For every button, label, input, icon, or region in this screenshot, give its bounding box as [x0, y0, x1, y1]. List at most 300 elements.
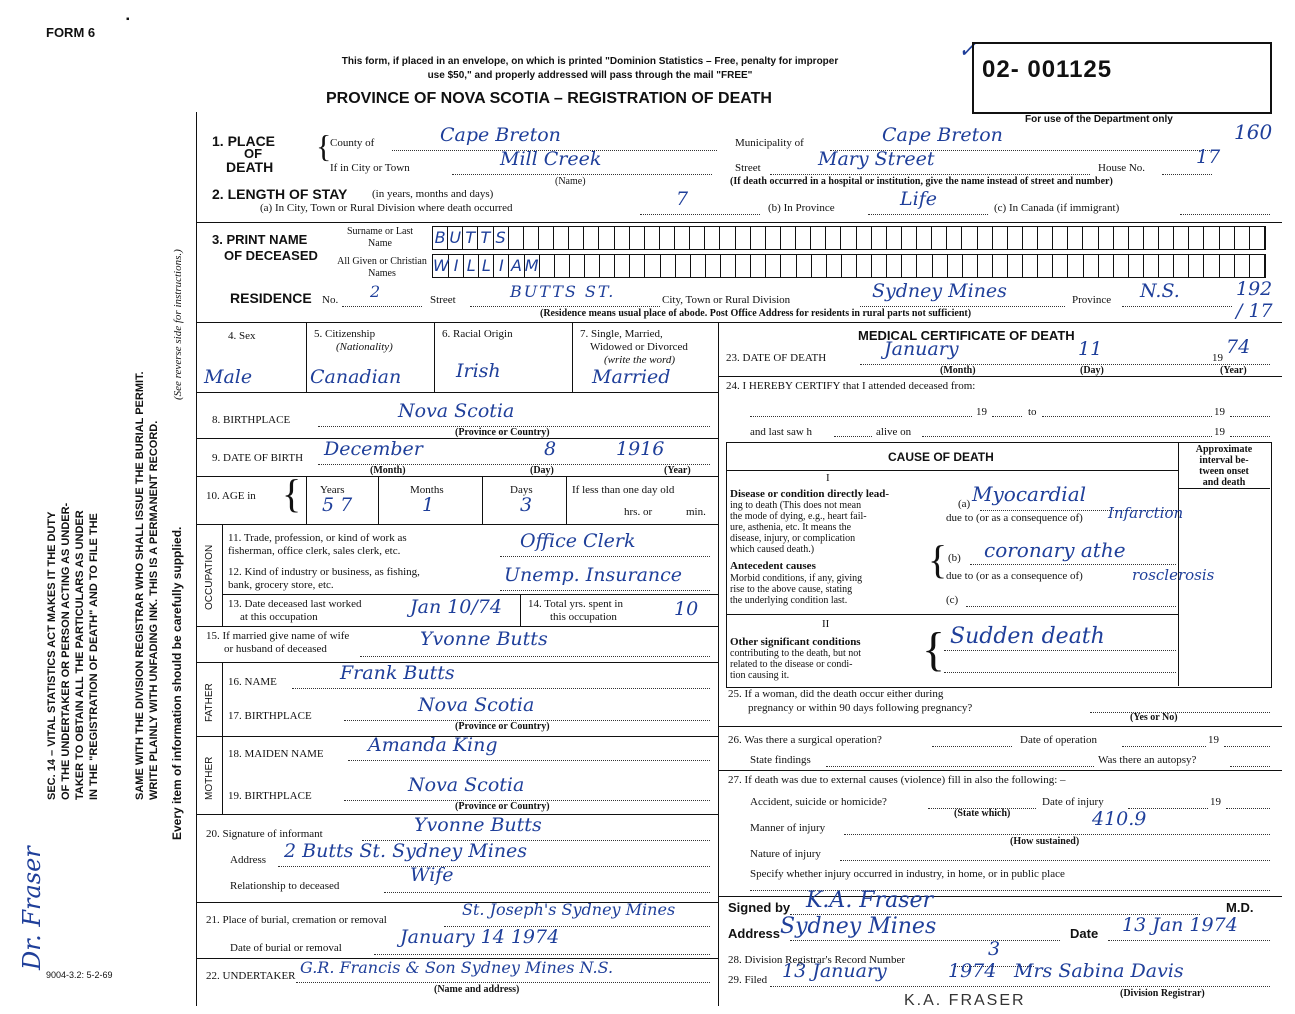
- given-cell: [1008, 255, 1023, 277]
- residence-note: (Residence means usual place of abode. Post Office Address for residents in rural parts not sufficient): [540, 308, 972, 319]
- record-number: 3: [988, 938, 1001, 960]
- sex-value: Male: [204, 366, 253, 388]
- father-bp-label: 17. BIRTHPLACE: [228, 710, 312, 722]
- direct-5: disease, injury, or complication: [730, 533, 856, 544]
- margin-signature: Dr. Fraser: [18, 846, 46, 970]
- occupation-industry: Unemp. Insurance: [504, 564, 683, 586]
- side-instruction-8: (See reverse side for instructions.): [172, 249, 184, 400]
- municipality-value: Cape Breton: [882, 124, 1003, 146]
- surname-cell: [962, 227, 977, 249]
- given-cell: [781, 255, 796, 277]
- given-cell: [1189, 255, 1204, 277]
- residence-city-label: City, Town or Rural Division: [662, 294, 791, 306]
- given-cell: [1114, 255, 1129, 277]
- given-letter-boxes: [432, 254, 1266, 278]
- given-cell: [1220, 255, 1235, 277]
- street-value: Mary Street: [818, 148, 935, 170]
- surname-cell: [539, 227, 554, 249]
- surname-cell: [660, 227, 675, 249]
- given-cell: [706, 255, 721, 277]
- registrar-signature: Mrs Sabina Davis: [1014, 960, 1184, 982]
- nature-label: Nature of injury: [750, 848, 821, 860]
- side-instruction-6: WRITE PLAINLY WITH UNFADING INK. THIS IS A PERMANENT RECORD.: [148, 420, 160, 800]
- death-month-caption: (Month): [940, 365, 976, 376]
- manner-value: 410.9: [1092, 808, 1147, 830]
- cause-a-label: (a): [958, 498, 971, 510]
- autopsy-label: Was there an autopsy?: [1098, 754, 1197, 766]
- md-label: M.D.: [1226, 900, 1254, 915]
- given-cell: [797, 255, 812, 277]
- age-brace: {: [282, 471, 302, 516]
- age-months: 1: [422, 494, 435, 516]
- date-injury-19: 19: [1210, 796, 1221, 808]
- surname-cell: [1189, 227, 1204, 249]
- father-side-label: FATHER: [204, 683, 215, 722]
- given-cell: [645, 255, 660, 277]
- given-cell: [842, 255, 857, 277]
- surname-cell: [857, 227, 872, 249]
- age-days: 3: [520, 494, 533, 516]
- q29-label: 29. Filed: [728, 974, 768, 986]
- marital-label-2: Widowed or Divorced: [590, 341, 688, 353]
- date-injury-label: Date of injury: [1042, 796, 1104, 808]
- death-month: January: [884, 338, 959, 360]
- dob-year: 1916: [616, 438, 665, 460]
- side-instruction-5: SAME WITH THE DIVISION REGISTRAR WHO SHALL ISSUE THE BURIAL PERMIT.: [134, 371, 146, 800]
- surname-cell: [690, 227, 705, 249]
- surname-cell: [1235, 227, 1250, 249]
- interval-3: tween onset: [1199, 466, 1249, 477]
- place-label-2: OF: [244, 146, 263, 161]
- surname-cell: [1114, 227, 1129, 249]
- form-number: FORM 6: [46, 25, 96, 40]
- other-brace: {: [922, 623, 946, 676]
- mother-bp-label: 19. BIRTHPLACE: [228, 790, 312, 802]
- department-code: 160: [1234, 120, 1273, 144]
- dob-day-caption: (Day): [530, 465, 554, 476]
- stay-c-label: (c) In Canada (if immigrant): [994, 202, 1120, 214]
- given-cell: [1084, 255, 1099, 277]
- q23-label: 23. DATE OF DEATH: [726, 352, 827, 364]
- informant-addr: 2 Butts St. Sydney Mines: [284, 840, 528, 862]
- surname-cell: [781, 227, 796, 249]
- q24-to: to: [1028, 406, 1037, 418]
- dob-day: 8: [544, 438, 557, 460]
- envelope-note-2: use $50," and properly addressed will pass through the mail "FREE": [427, 70, 753, 81]
- surname-cell: [1023, 227, 1038, 249]
- address-value: Sydney Mines: [780, 914, 937, 939]
- residence-street-value: BUTTS ST.: [510, 282, 616, 301]
- name-label-2: OF DECEASED: [224, 248, 318, 263]
- surname-cell: [1159, 227, 1174, 249]
- given-cell: [1038, 255, 1053, 277]
- spouse-value: Yvonne Butts: [420, 628, 548, 650]
- given-cell: I: [449, 255, 464, 277]
- occupation-trade: Office Clerk: [520, 530, 636, 552]
- state-which-caption: (State which): [954, 808, 1011, 819]
- given-cell: [827, 255, 842, 277]
- father-name-label: 16. NAME: [228, 676, 277, 688]
- direct-4: ure, asthenia, etc. It means the: [730, 522, 852, 533]
- surname-label: Surname or Last Name: [346, 226, 414, 249]
- given-cell: M: [524, 256, 539, 275]
- undertaker-label: 22. UNDERTAKER: [206, 970, 296, 982]
- residence-province-label: Province: [1072, 294, 1112, 306]
- dob-year-caption: (Year): [664, 465, 691, 476]
- surname-letter-boxes: [432, 226, 1266, 250]
- surname-cell: [720, 227, 735, 249]
- given-cell: W: [433, 256, 449, 275]
- county-label: County of: [330, 137, 375, 149]
- side-instruction-3: TAKER TO OBTAIN ALL THE PARTICULARS AS UNDER: [74, 510, 86, 800]
- given-cell: A: [509, 255, 524, 277]
- q24-from-19: 19: [976, 406, 987, 418]
- city-name-caption: (Name): [555, 176, 586, 187]
- marital-label-1: 7. Single, Married,: [580, 328, 663, 340]
- given-cell: [1250, 255, 1265, 277]
- accident-label: Accident, suicide or homicide?: [750, 796, 887, 808]
- given-cell: [630, 255, 645, 277]
- given-cell: [585, 255, 600, 277]
- q24-alive-on: alive on: [876, 426, 912, 438]
- given-cell: L: [464, 255, 479, 277]
- date-label: Date: [1070, 926, 1099, 941]
- age-years-label: Years: [320, 484, 345, 496]
- given-cell: [736, 255, 751, 277]
- registrar-stamp: K.A. FRASER: [904, 992, 1026, 1009]
- registration-number: 02- 001125: [982, 56, 1113, 83]
- check-mark-icon: ✓: [958, 38, 977, 63]
- surname-cell: [1008, 227, 1023, 249]
- given-cell: [661, 255, 676, 277]
- dob-label: 9. DATE OF BIRTH: [212, 452, 304, 464]
- given-cell: [1144, 255, 1159, 277]
- death-year: 74: [1226, 336, 1251, 358]
- burial-date: January 14 1974: [400, 926, 560, 948]
- given-cell: [1099, 255, 1114, 277]
- other-1: Other significant conditions: [730, 636, 861, 648]
- given-cell: [1053, 255, 1068, 277]
- informant-rel-label: Relationship to deceased: [230, 880, 340, 892]
- place-label-3: DEATH: [226, 159, 274, 175]
- given-cell: [691, 255, 706, 277]
- given-cell: [676, 255, 691, 277]
- surname-cell: [932, 227, 947, 249]
- given-cell: [872, 255, 887, 277]
- side-instruction-4: IN THE "REGISTRATION OF DEATH" AND TO FILE THE: [88, 513, 100, 800]
- yes-no-caption: (Yes or No): [1130, 712, 1178, 723]
- age-less-label: If less than one day old: [572, 484, 675, 496]
- surname-cell: [1068, 227, 1083, 249]
- occupation-q12-2: bank, grocery store, etc.: [228, 579, 334, 591]
- undertaker-caption: (Name and address): [434, 984, 520, 995]
- surname-cell: [766, 227, 781, 249]
- mother-side-label: MOTHER: [204, 756, 215, 800]
- burial-place-label: 21. Place of burial, cremation or removal: [206, 914, 387, 926]
- given-cell: [1129, 255, 1144, 277]
- spouse-label-1: 15. If married give name of wife: [206, 630, 350, 642]
- surname-cell: [887, 227, 902, 249]
- surname-cell: [1099, 227, 1114, 249]
- citizenship-sub: (Nationality): [336, 341, 393, 353]
- filed-date: 13 January: [782, 960, 887, 982]
- occupation-q13-1: 13. Date deceased last worked: [228, 598, 362, 610]
- stay-a-value: 7: [676, 188, 689, 210]
- side-instruction-2: OF THE UNDERTAKER OR PERSON ACTING AS UNDER-: [60, 502, 72, 800]
- mother-maiden: Amanda King: [368, 734, 498, 756]
- specify-label: Specify whether injury occurred in industry, in home, or in public place: [750, 868, 1065, 880]
- city-label: If in City or Town: [330, 162, 410, 174]
- informant-addr-label: Address: [230, 854, 267, 866]
- residence-no-label: No.: [322, 294, 339, 306]
- residence-margin-marks: 192 / 17: [1236, 278, 1273, 322]
- stay-b-label: (b) In Province: [768, 202, 835, 214]
- roman-two: II: [822, 618, 830, 630]
- given-cell: [1204, 255, 1219, 277]
- city-value: Mill Creek: [500, 148, 602, 170]
- surname-cell: [1083, 227, 1098, 249]
- given-cell: [993, 255, 1008, 277]
- other-4: tion causing it.: [730, 670, 790, 681]
- other-2: contributing to the death, but not: [730, 648, 862, 659]
- given-cell: [1159, 255, 1174, 277]
- given-cell: [766, 255, 781, 277]
- cause-b-value-2: rosclerosis: [1132, 566, 1215, 584]
- surname-cell: [1144, 227, 1159, 249]
- registrar-caption: (Division Registrar): [1120, 988, 1205, 999]
- mother-bp-caption: (Province or Country): [455, 801, 550, 812]
- occupation-q12-1: 12. Kind of industry or business, as fishing,: [228, 566, 420, 578]
- cause-title: CAUSE OF DEATH: [888, 450, 994, 464]
- surname-cell: [630, 227, 645, 249]
- occupation-last-worked: Jan 10/74: [410, 596, 502, 618]
- side-instruction-1: SEC. 14 – VITAL STATISTICS ACT MAKES IT THE DUTY: [46, 511, 58, 800]
- surname-cell: S: [494, 227, 509, 249]
- surname-cell: [993, 227, 1008, 249]
- given-cell: [917, 255, 932, 277]
- given-cell: [887, 255, 902, 277]
- surname-cell: [826, 227, 841, 249]
- how-sustained-caption: (How sustained): [1010, 836, 1080, 847]
- department-use-label: For use of the Department only: [1025, 114, 1173, 125]
- occupation-q11-2: fisherman, office clerk, sales clerk, etc.: [228, 545, 401, 557]
- envelope-note-1: This form, if placed in an envelope, on which is printed "Dominion Statistics – Free, penalty for improper: [341, 56, 839, 67]
- antecedent-3: rise to the above cause, stating: [730, 584, 853, 595]
- surname-cell: [1129, 227, 1144, 249]
- signed-label: Signed by: [728, 900, 791, 915]
- surname-cell: [978, 227, 993, 249]
- given-cell: [933, 255, 948, 277]
- antecedent-1: Antecedent causes: [730, 560, 816, 572]
- surname-cell: [1220, 227, 1235, 249]
- given-cell: [751, 255, 766, 277]
- sex-label: 4. Sex: [228, 330, 256, 342]
- occupation-q13-2: at this occupation: [240, 611, 318, 623]
- stay-b-value: Life: [900, 188, 937, 210]
- surname-cell: [599, 227, 614, 249]
- racial-label: 6. Racial Origin: [442, 328, 513, 340]
- residence-no-value: 2: [370, 282, 381, 301]
- given-cell: [1023, 255, 1038, 277]
- name-label-1: 3. PRINT NAME: [212, 232, 308, 247]
- direct-1: Disease or condition directly lead-: [730, 488, 890, 500]
- given-cell: [857, 255, 872, 277]
- occupation-q11-1: 11. Trade, profession, or kind of work as: [228, 532, 407, 544]
- given-cell: [1174, 255, 1189, 277]
- side-instruction-7: Every item of information should be carefully supplied.: [170, 526, 184, 840]
- surname-cell: U: [448, 227, 463, 249]
- age-label: 10. AGE in: [206, 490, 256, 502]
- given-label: All Given or Christian Names: [337, 256, 427, 279]
- direct-3: the mode of dying, e.g., heart fail-: [730, 511, 867, 522]
- residence-city-value: Sydney Mines: [872, 280, 1007, 302]
- due-to-2: due to (or as a consequence of): [946, 570, 1083, 582]
- surname-cell: T: [463, 227, 478, 249]
- medical-title: MEDICAL CERTIFICATE OF DEATH: [858, 328, 1075, 343]
- given-cell: [812, 255, 827, 277]
- surname-cell: T: [478, 227, 493, 249]
- cause-a-value-2: Infarction: [1108, 504, 1184, 522]
- occupation-q14-1: 14. Total yrs. spent in: [528, 598, 623, 610]
- surname-cell: B: [433, 227, 448, 249]
- racial-value: Irish: [456, 360, 501, 382]
- age-hrs: hrs. or: [624, 506, 653, 518]
- q24-alive-19: 19: [1214, 426, 1225, 438]
- surname-cell: [675, 227, 690, 249]
- residence-label: RESIDENCE: [230, 290, 312, 306]
- street-label: Street: [735, 162, 761, 174]
- surname-cell: [1174, 227, 1189, 249]
- birthplace-label: 8. BIRTHPLACE: [212, 414, 291, 426]
- place-label-1: 1. PLACE: [212, 133, 276, 149]
- mother-maiden-label: 18. MAIDEN NAME: [228, 748, 324, 760]
- surname-cell: [751, 227, 766, 249]
- given-cell: [540, 255, 555, 277]
- county-value: Cape Breton: [440, 124, 561, 146]
- marital-label-3: (write the word): [604, 354, 676, 366]
- marital-value: Married: [592, 366, 671, 388]
- surname-cell: [902, 227, 917, 249]
- house-label: House No.: [1098, 162, 1146, 174]
- surname-cell: [917, 227, 932, 249]
- occupation-side-label: OCCUPATION: [204, 544, 215, 610]
- surname-cell: [509, 227, 524, 249]
- page-title: PROVINCE OF NOVA SCOTIA – REGISTRATION OF DEATH: [326, 90, 772, 107]
- stay-a-label: (a) In City, Town or Rural Division where death occurred: [260, 202, 513, 214]
- spouse-label-2: or husband of deceased: [224, 643, 327, 655]
- q28-label: 28. Division Registrar's Record Number: [728, 954, 906, 966]
- surname-cell: [1250, 227, 1265, 249]
- q27-label: 27. If death was due to external causes (violence) fill in also the following: –: [728, 774, 1066, 786]
- given-cell: [600, 255, 615, 277]
- cause-b-label: (b): [948, 552, 961, 564]
- q25-1: 25. If a woman, did the death occur either during: [728, 688, 944, 700]
- age-years: 57: [322, 494, 359, 516]
- surname-cell: [811, 227, 826, 249]
- given-cell: [948, 255, 963, 277]
- given-cell: [1068, 255, 1083, 277]
- residence-province-value: N.S.: [1140, 280, 1180, 302]
- surname-cell: [569, 227, 584, 249]
- cause-c-label: (c): [946, 594, 959, 606]
- age-months-label: Months: [410, 484, 444, 496]
- surname-cell: [524, 227, 539, 249]
- given-cell: [1235, 255, 1250, 277]
- stay-sub: (in years, months and days): [372, 188, 494, 200]
- surname-cell: [554, 227, 569, 249]
- date-operation-19: 19: [1208, 734, 1219, 746]
- direct-6: which caused death.): [730, 544, 815, 555]
- q24-to-19: 19: [1214, 406, 1225, 418]
- surname-cell: [872, 227, 887, 249]
- dob-month: December: [324, 438, 423, 460]
- age-days-label: Days: [510, 484, 533, 496]
- date-value: 13 Jan 1974: [1122, 914, 1238, 936]
- death-year-caption: (Year): [1220, 365, 1247, 376]
- signed-value: K.A. Fraser: [806, 888, 934, 913]
- surname-cell: [705, 227, 720, 249]
- interval-2: interval be-: [1199, 455, 1249, 466]
- occupation-q14-2: this occupation: [550, 611, 617, 623]
- surname-cell: [1053, 227, 1068, 249]
- q26-label: 26. Was there a surgical operation?: [728, 734, 882, 746]
- citizenship-label: 5. Citizenship: [314, 328, 376, 340]
- other-3: related to the disease or condi-: [730, 659, 853, 670]
- antecedent-4: the underlying condition last.: [730, 595, 848, 606]
- registration-number-box: [972, 42, 1272, 114]
- father-bp-caption: (Province or Country): [455, 721, 550, 732]
- date-operation-label: Date of operation: [1020, 734, 1097, 746]
- manner-label: Manner of injury: [750, 822, 826, 834]
- address-label: Address: [728, 926, 781, 941]
- state-findings-label: State findings: [750, 754, 811, 766]
- given-cell: I: [494, 255, 509, 277]
- antecedent-brace: {: [928, 537, 948, 582]
- stay-label: 2. LENGTH OF STAY: [212, 186, 348, 202]
- given-cell: [978, 255, 993, 277]
- father-name: Frank Butts: [340, 662, 455, 684]
- surname-cell: [841, 227, 856, 249]
- given-cell: [902, 255, 917, 277]
- surname-cell: [645, 227, 660, 249]
- house-value: 17: [1196, 146, 1221, 168]
- surname-cell: [736, 227, 751, 249]
- occupation-years-spent: 10: [674, 598, 699, 620]
- informant-sig-label: 20. Signature of informant: [206, 828, 323, 840]
- given-cell: [615, 255, 630, 277]
- hospital-note: (If death occurred in a hospital or institution, give the name instead of street and number): [730, 176, 1113, 187]
- mother-bp: Nova Scotia: [408, 774, 525, 796]
- q24-last-saw: and last saw h: [750, 426, 813, 438]
- informant-rel: Wife: [410, 864, 454, 886]
- death-day: 11: [1078, 338, 1103, 360]
- surname-cell: [796, 227, 811, 249]
- filed-year: 1974: [948, 960, 997, 982]
- municipality-label: Municipality of: [735, 137, 804, 149]
- surname-cell: [1204, 227, 1219, 249]
- dob-month-caption: (Month): [370, 465, 406, 476]
- interval-4: and death: [1202, 477, 1246, 488]
- direct-2: ing to death (This does not mean: [730, 500, 862, 511]
- roman-one: I: [826, 472, 830, 484]
- given-cell: [721, 255, 736, 277]
- cause-b-value: coronary athe: [984, 538, 1126, 562]
- age-min: min.: [686, 506, 706, 518]
- cause-a-value: Myocardial: [972, 482, 1087, 506]
- given-cell: [963, 255, 978, 277]
- undertaker-value: G.R. Francis & Son Sydney Mines N.S.: [300, 958, 614, 977]
- surname-cell: [615, 227, 630, 249]
